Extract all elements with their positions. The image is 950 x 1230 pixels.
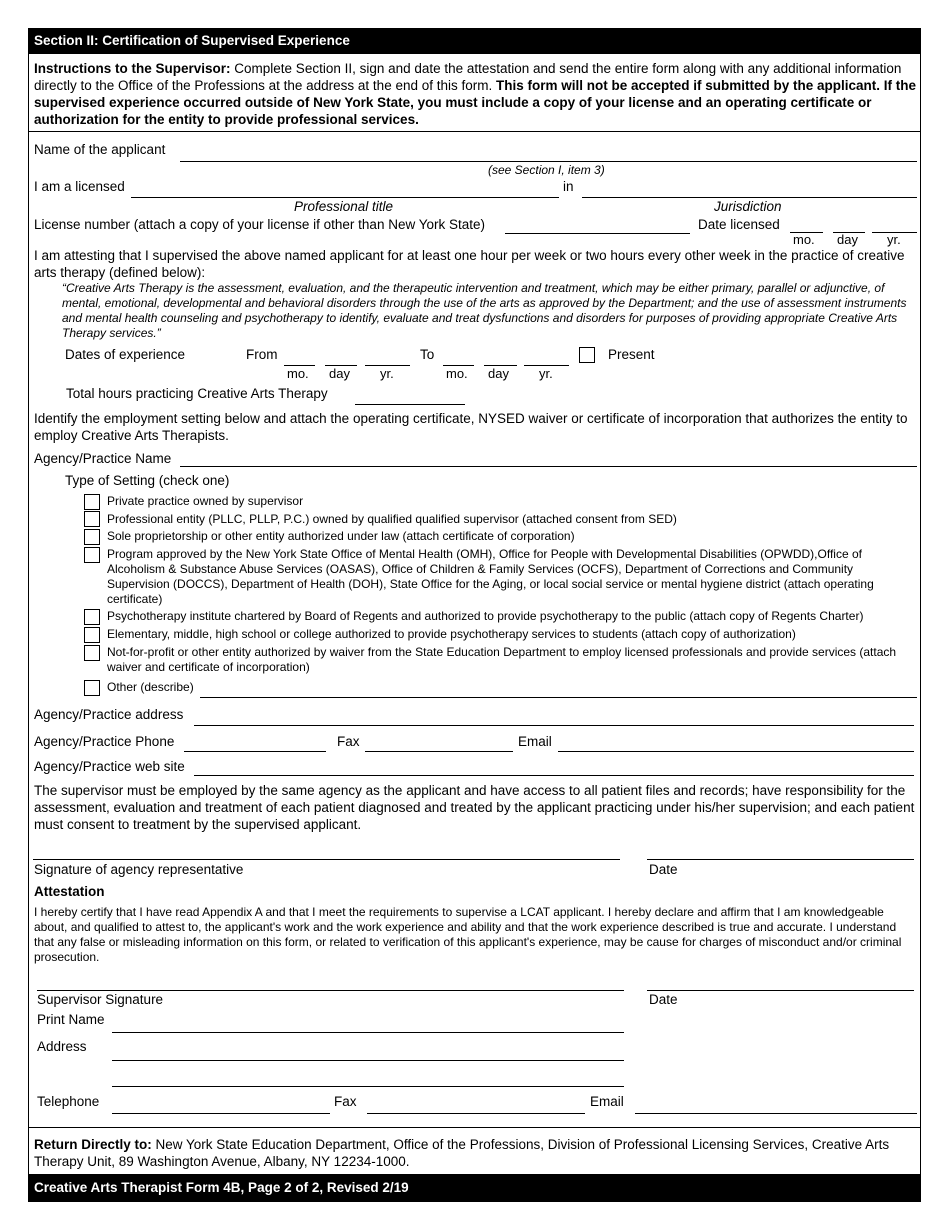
divider [28,1127,921,1128]
professional-title-caption: Professional title [294,199,394,214]
attest-text: I am attesting that I supervised the above named applicant for at least one hour per week or two hours every other week in the practice of creative arts therapy (defined below): [34,248,905,280]
from-yr-caption: yr. [380,366,394,381]
jurisdiction-field[interactable] [582,197,917,198]
divider [28,131,921,132]
setting-label: Not-for-profit or other entity authorized by waiver from the State Education Department to employ licensed professionals and provide services (attach waiver and certificate of incorporation) [107,645,897,674]
instructions-lead: Instructions to the Supervisor: [34,61,231,76]
setting-label: Private practice owned by supervisor [107,494,304,508]
from-mo-caption: mo. [287,366,309,381]
setting-label: Elementary, middle, high school or college authorized to provide psychotherapy services to students (attach copy of authorization) [107,627,796,641]
return-lead: Return Directly to: [34,1137,152,1152]
address-label: Address [37,1039,87,1054]
print-name-label: Print Name [37,1012,105,1027]
setting-checkbox-private[interactable] [84,494,100,510]
setting-label: Professional entity (PLLC, PLLP, P.C.) owned by qualified qualified supervisor (attached consent from SED) [107,512,677,526]
agency-date-label: Date [649,862,678,877]
print-name-field[interactable] [112,1032,624,1033]
licensed-label: I am a licensed [34,179,125,194]
telephone-label: Telephone [37,1094,100,1109]
dates-of-experience-label: Dates of experience [65,347,186,362]
setting-label: Sole proprietorship or other entity authorized under law (attach certificate of corporation) [107,529,575,543]
agency-phone-field[interactable] [184,751,326,752]
applicant-name-label: Name of the applicant [34,142,166,157]
setting-checkbox-nonprofit[interactable] [84,645,100,661]
instructions-bold: This form will not be accepted if submitted by the applicant. If the supervised experience occurred outside of New York State, you must include a copy of your license and an operating certificate or authorization for the entity to provide professional services. [34,78,917,127]
setting-label: Other (describe) [107,680,194,694]
address-field-line-2[interactable] [112,1086,624,1087]
license-number-label: License number (attach a copy of your license if other than New York State) [34,217,485,232]
setting-checkbox-professional[interactable] [84,511,100,527]
from-day-caption: day [329,366,350,381]
see-section-note: (see Section I, item 3) [488,163,605,177]
agency-signature-label: Signature of agency representative [34,862,244,877]
to-day-caption: day [488,366,509,381]
supervisor-date-label: Date [649,992,678,1007]
definition-text: “Creative Arts Therapy is the assessment, evaluation, and the therapeutic intervention and treatment, which may be either primary, parallel or adjunctive, of mental, emotional, developmental and behavioral disorders through the use of the arts as approved by the Department; and the use of assessment instruments and mental health counseling and psychotherapy to identify, evaluate and treat dysfunctions and disorders for purposes of providing appropriate Creative Arts Therapy services.” [62,281,907,340]
setting-label: Program approved by the New York State Office of Mental Health (OMH), Office for People with Developmental Disabilities (OPWDD),Office of Alcoholism & Substance Abuse Services (OASAS), Office of Children & Family Services (OCFS), Department of Corrections and Community Supervision (DOCCS), Department of Health (DOH), State Office for the Aging, or local social service or mental hygiene district (attach operating certificate) [107,547,874,606]
agency-name-label: Agency/Practice Name [34,451,172,466]
email-label: Email [590,1094,624,1109]
total-hours-field[interactable] [355,404,465,405]
form-footer: Creative Arts Therapist Form 4B, Page 2 of 2, Revised 2/19 [28,1174,921,1202]
agency-email-label: Email [518,734,552,749]
supervisor-signature-label: Supervisor Signature [37,992,164,1007]
supervisor-requirements-text: The supervisor must be employed by the same agency as the applicant and have access to all patient files and records; have responsibility for the assessment, evaluation and treatment of each patient diagnosed and treated by the applicant practicing under his/her supervision; and each patient must consent to treatment by the supervised applicant. [34,783,915,832]
total-hours-label: Total hours practicing Creative Arts Therapy [66,386,328,401]
agency-email-field[interactable] [558,751,914,752]
from-label: From [246,347,278,362]
agency-web-field[interactable] [194,775,914,776]
agency-web-label: Agency/Practice web site [34,759,185,774]
other-describe-field[interactable] [200,697,917,698]
setting-checkbox-sole[interactable] [84,529,100,545]
instructions [34,60,918,128]
setting-checkbox-school[interactable] [84,627,100,643]
agency-date-field[interactable] [647,859,914,860]
applicant-name-field[interactable] [180,161,917,162]
supervisor-date-field[interactable] [647,990,914,991]
attestation-text: I hereby certify that I have read Appendix A and that I meet the requirements to supervise a LCAT applicant. I hereby declare and affirm that I am knowledgeable about, and qualified to attest to, the applicant's work and the work experience and ability and that the work experience described is true and accurate. I understand that any false or misleading information on this form, or related to verification of this applicant's experience, may be cause for charges of misconduct and/or criminal prosecution. [34,905,902,964]
agency-fax-field[interactable] [365,751,513,752]
section-header: Section II: Certification of Supervised Experience [28,28,921,54]
setting-label: Psychotherapy institute chartered by Board of Regents and authorized to provide psychotherapy to the public (attach copy of Regents Charter) [107,609,864,623]
telephone-field[interactable] [112,1113,330,1114]
supervisor-signature-field[interactable] [37,990,624,991]
agency-name-field[interactable] [180,466,917,467]
date-licensed-label: Date licensed [698,217,780,232]
setting-checkbox-program[interactable] [84,547,100,563]
in-label: in [563,179,574,194]
employment-text: Identify the employment setting below and attach the operating certificate, NYSED waiver or certificate of incorporation that authorizes the entity to employ Creative Arts Therapists. [34,411,908,443]
agency-address-label: Agency/Practice address [34,707,184,722]
date-licensed-yr-caption: yr. [887,232,901,247]
attestation-heading: Attestation [34,884,105,899]
agency-phone-label: Agency/Practice Phone [34,734,175,749]
to-yr-caption: yr. [539,366,553,381]
professional-title-field[interactable] [131,197,559,198]
address-field-line-1[interactable] [112,1060,624,1061]
date-licensed-day-caption: day [837,232,858,247]
agency-fax-label: Fax [337,734,360,749]
present-label: Present [608,347,655,362]
jurisdiction-caption: Jurisdiction [714,199,782,214]
setting-checkbox-other[interactable] [84,680,100,696]
date-licensed-mo-caption: mo. [793,232,815,247]
fax-label: Fax [334,1094,357,1109]
to-mo-caption: mo. [446,366,468,381]
fax-field[interactable] [367,1113,585,1114]
license-number-field[interactable] [505,233,690,234]
instructions-text: Complete Section II, sign and date the attestation and send the entire form along with any additional information directly to the Office of the Professions at the address at the end of this form. [34,61,902,93]
present-checkbox[interactable] [579,347,595,363]
agency-address-field[interactable] [194,725,914,726]
email-field[interactable] [635,1113,917,1114]
setting-type-label: Type of Setting (check one) [65,473,230,488]
to-label: To [420,347,435,362]
return-address [34,1136,916,1170]
agency-signature-field[interactable] [33,859,620,860]
setting-checkbox-institute[interactable] [84,609,100,625]
return-text: New York State Education Department, Office of the Professions, Division of Professional Licensing Services, Creative Arts Therapy Unit, 89 Washington Avenue, Albany, NY 12234-1000. [34,1137,890,1169]
